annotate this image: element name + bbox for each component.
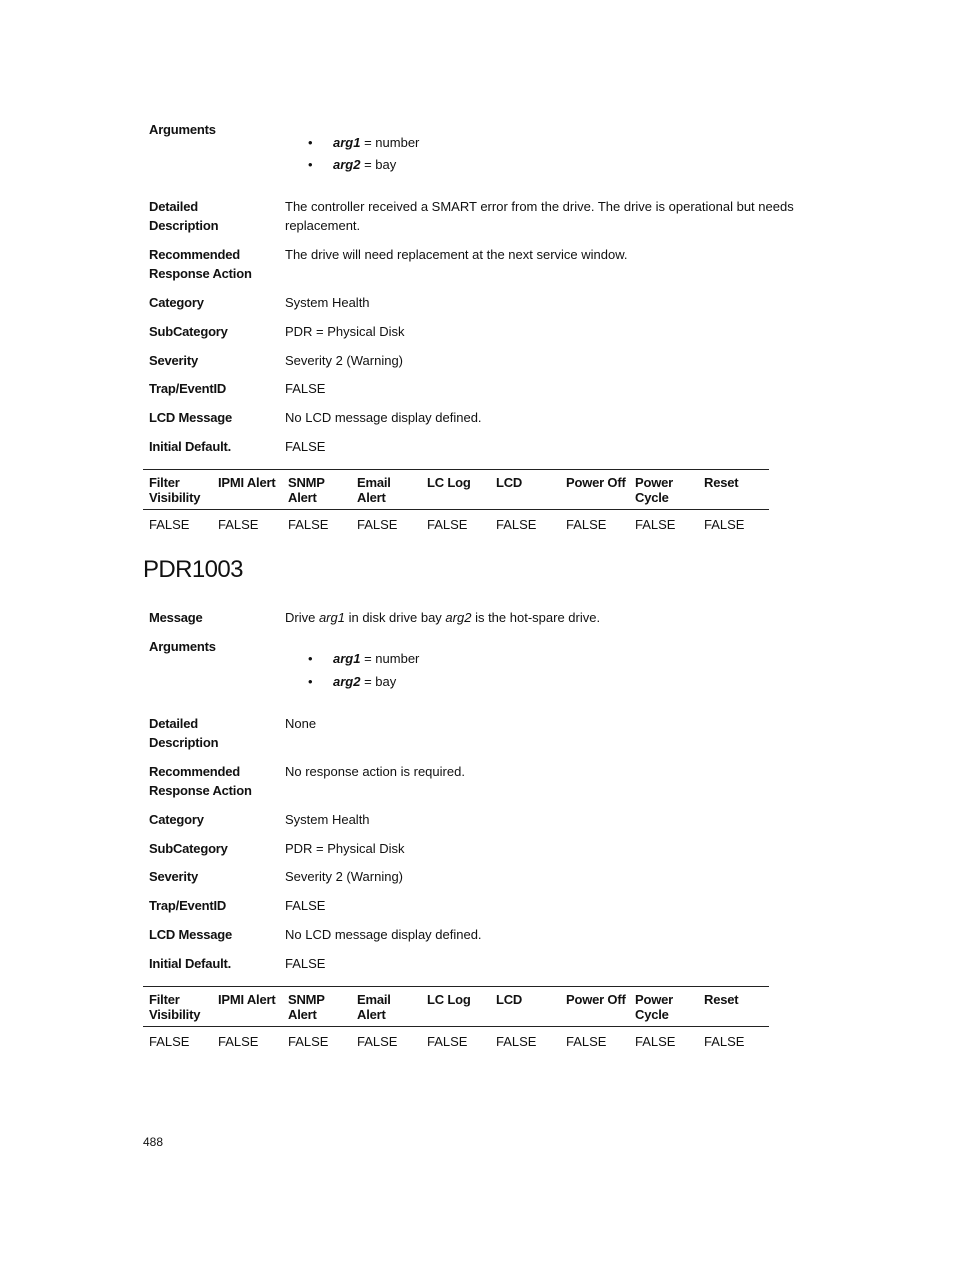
table-cell: FALSE [427,1034,468,1049]
message-text: in disk drive bay [344,610,446,625]
category-value: System Health [285,812,370,827]
severity-value: Severity 2 (Warning) [285,869,403,884]
argument-sep: = [360,157,376,172]
label-line: Description [149,218,219,233]
argument-value: bay [375,157,397,172]
table-top-rule [143,986,769,987]
table-cell: FALSE [635,517,676,532]
label-line: Description [149,735,219,750]
severity-label: Severity [149,869,198,884]
severity-value: Severity 2 (Warning) [285,353,403,368]
trap-eventid-label: Trap/EventID [149,898,227,913]
bullet-icon: • [308,135,313,150]
table-header-rule [143,1026,769,1027]
label-line: Recommended [149,247,240,262]
table-cell: FALSE [149,517,190,532]
table-cell: FALSE [704,517,745,532]
table-cell: FALSE [427,517,468,532]
initial-default-value: FALSE [285,439,326,454]
argument-name: arg1 [333,135,361,150]
label-line: Detailed [149,716,198,731]
recommended-action-value: The drive will need replacement at the next service window. [285,247,628,262]
subcategory-value: PDR = Physical Disk [285,841,405,856]
message-label: Message [149,610,203,625]
label-line: Recommended [149,764,240,779]
table-header: LCD [496,475,523,490]
detailed-description-label [149,714,218,752]
trap-eventid-label: Trap/EventID [149,381,227,396]
message-arg: arg1 [318,610,345,625]
table-header: Filter Visibility [149,992,201,1022]
arguments-label: Arguments [149,122,216,137]
argument-sep: = [360,135,376,150]
bullet-icon: • [308,157,313,172]
message-text: is the hot-spare drive. [471,610,601,625]
table-cell: FALSE [218,517,259,532]
detailed-description-value: The controller received a SMART error from the drive. The drive is operational but needs replacement. [285,199,794,233]
table-header: SNMP Alert [288,992,325,1022]
table-cell: FALSE [566,517,607,532]
table-cell: FALSE [357,1034,398,1049]
table-cell: FALSE [357,517,398,532]
table-header: Filter Visibility [149,475,201,505]
table-header: IPMI Alert [218,992,276,1007]
argument-name: arg2 [333,157,361,172]
argument-name: arg1 [333,651,361,666]
table-header: Email Alert [357,992,391,1022]
table-header: Reset [704,992,739,1007]
trap-eventid-value: FALSE [285,898,326,913]
argument-value: bay [375,674,397,689]
argument-sep: = [360,674,376,689]
table-cell: FALSE [496,517,537,532]
table-header: Power Off [566,475,626,490]
detailed-description-value: None [285,716,317,731]
table-header: LCD [496,992,523,1007]
initial-default-label: Initial Default. [149,956,232,971]
detailed-description-label [149,197,218,235]
argument-sep: = [360,651,376,666]
argument-value: number [375,651,420,666]
table-header: Power Cycle [635,475,674,505]
recommended-action-label [149,245,252,283]
argument-value: number [375,135,420,150]
subcategory-label: SubCategory [149,324,228,339]
table-cell: FALSE [496,1034,537,1049]
page-number: 488 [143,1135,164,1149]
subcategory-value: PDR = Physical Disk [285,324,405,339]
table-cell: FALSE [635,1034,676,1049]
lcd-message-label: LCD Message [149,410,233,425]
lcd-message-value: No LCD message display defined. [285,410,482,425]
trap-eventid-value: FALSE [285,381,326,396]
bullet-icon: • [308,651,313,666]
message-value [285,608,805,627]
table-header-rule [143,509,769,510]
initial-default-value: FALSE [285,956,326,971]
category-label: Category [149,812,204,827]
table-header: Power Cycle [635,992,674,1022]
recommended-action-value: No response action is required. [285,764,465,779]
table-header: LC Log [427,992,471,1007]
arguments-label: Arguments [149,639,216,654]
message-text: Drive [285,610,319,625]
label-line: Detailed [149,199,198,214]
category-label: Category [149,295,204,310]
lcd-message-label: LCD Message [149,927,233,942]
table-header: Power Off [566,992,626,1007]
initial-default-label: Initial Default. [149,439,232,454]
table-header: Reset [704,475,739,490]
table-cell: FALSE [704,1034,745,1049]
recommended-action-label [149,762,252,800]
section-heading: PDR1003 [143,556,243,583]
table-header: Email Alert [357,475,391,505]
table-header: SNMP Alert [288,475,325,505]
subcategory-label: SubCategory [149,841,228,856]
table-header: LC Log [427,475,471,490]
severity-label: Severity [149,353,198,368]
message-arg: arg2 [445,610,472,625]
label-line: Response Action [149,266,252,281]
table-cell: FALSE [288,517,329,532]
category-value: System Health [285,295,370,310]
table-header: IPMI Alert [218,475,276,490]
table-cell: FALSE [566,1034,607,1049]
lcd-message-value: No LCD message display defined. [285,927,482,942]
table-top-rule [143,469,769,470]
table-cell: FALSE [149,1034,190,1049]
label-line: Response Action [149,783,252,798]
bullet-icon: • [308,674,313,689]
argument-name: arg2 [333,674,361,689]
table-cell: FALSE [218,1034,259,1049]
table-cell: FALSE [288,1034,329,1049]
